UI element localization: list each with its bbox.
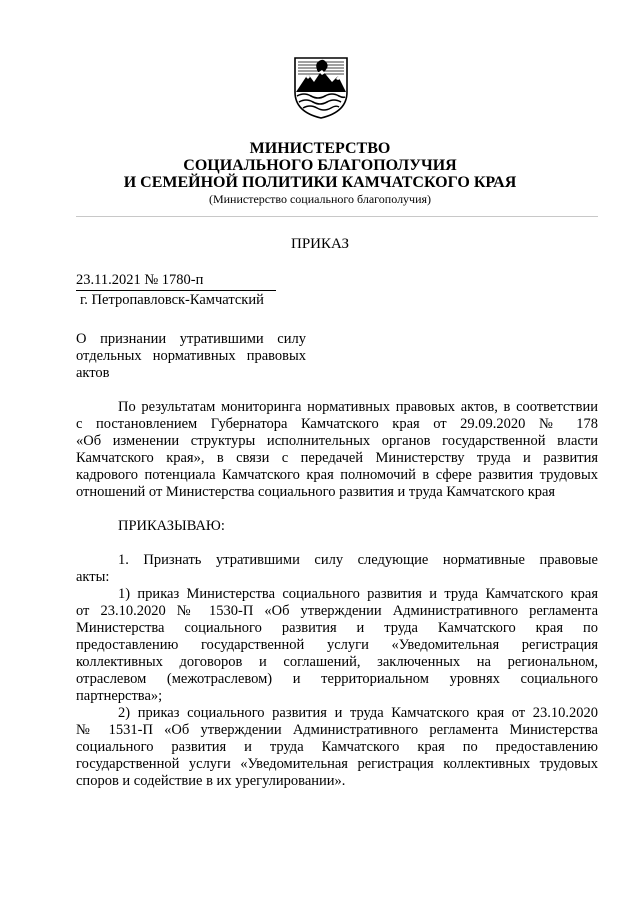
- ministry-title-line3: И СЕМЕЙНОЙ ПОЛИТИКИ КАМЧАТСКОГО КРАЯ: [123, 174, 517, 191]
- preamble-line: «Об изменении структуры исполнительных органов государственной власти: [76, 433, 598, 449]
- coat-of-arms-emblem: [292, 52, 350, 120]
- preamble-line: с постановлением Губернатора Камчатского края от 29.09.2020 № 178: [76, 416, 598, 432]
- subitem-1-line: 1) приказ Министерства социального развития и труда Камчатского края: [118, 586, 598, 602]
- subitem-1-line: предоставлению государственной услуги «Уведомительная регистрация: [76, 637, 598, 653]
- document-type: ПРИКАЗ: [291, 236, 349, 252]
- preamble-paragraph: [76, 399, 598, 501]
- header-divider: [76, 216, 598, 217]
- subitem-1-line: коллективных договоров и соглашений, заключенных на региональном,: [76, 654, 598, 670]
- command-word: [76, 518, 598, 535]
- subitem-1-line: от 23.10.2020 № 1530-П «Об утверждении Административного регламента: [76, 603, 598, 619]
- order-number: 23.11.2021 № 1780-п: [76, 272, 276, 291]
- preamble-line: По результатам мониторинга нормативных правовых актов, в соответствии: [118, 399, 598, 415]
- ministry-short-name: (Министерство социального благополучия): [208, 192, 432, 206]
- subitem-1-line: партнерства»;: [76, 688, 163, 704]
- order-subject: [76, 331, 306, 382]
- ministry-title-line1: МИНИСТЕРСТВО: [249, 140, 391, 157]
- subitem-2-line: 2) приказ социального развития и труда Камчатского края от 23.10.2020: [118, 705, 598, 721]
- subject-line: отдельных нормативных правовых: [76, 348, 306, 364]
- subitem-2-line: споров и содействие в их урегулировании».: [76, 773, 346, 789]
- subitem-1-line: Министерства социального развития и труда Камчатского края по: [76, 620, 598, 636]
- subitem-1-paragraph: [76, 586, 598, 705]
- preamble-line: кадрового потенциала Камчатского края полномочий в сфере развития трудовых: [76, 467, 598, 483]
- item-1-line: 1. Признать утратившими силу следующие нормативные правовые: [118, 552, 598, 568]
- subject-line: актов: [76, 365, 110, 381]
- subitem-2-paragraph: [76, 705, 598, 790]
- item-1-line: акты:: [76, 569, 110, 585]
- command-line: ПРИКАЗЫВАЮ:: [118, 518, 225, 534]
- subject-line: О признании утратившими силу: [76, 331, 306, 347]
- subitem-2-line: государственной услуги «Уведомительная регистрация коллективных трудовых: [76, 756, 598, 772]
- preamble-line: Камчатского края», в связи с передачей Министерству труда и развития: [76, 450, 598, 466]
- item-1-paragraph: [76, 552, 598, 586]
- issue-place: г. Петропавловск-Камчатский: [80, 292, 264, 308]
- subitem-2-line: № 1531-П «Об утверждении Административного регламента Министерства: [76, 722, 598, 738]
- preamble-line: отношений от Министерства социального развития и труда Камчатского края: [76, 484, 556, 500]
- ministry-title-line2: СОЦИАЛЬНОГО БЛАГОПОЛУЧИЯ: [183, 157, 457, 174]
- subitem-2-line: социального развития и труда Камчатского края по предоставлению: [76, 739, 598, 755]
- subitem-1-line: отраслевом (межотраслевом) и территориальном уровнях социального: [76, 671, 598, 687]
